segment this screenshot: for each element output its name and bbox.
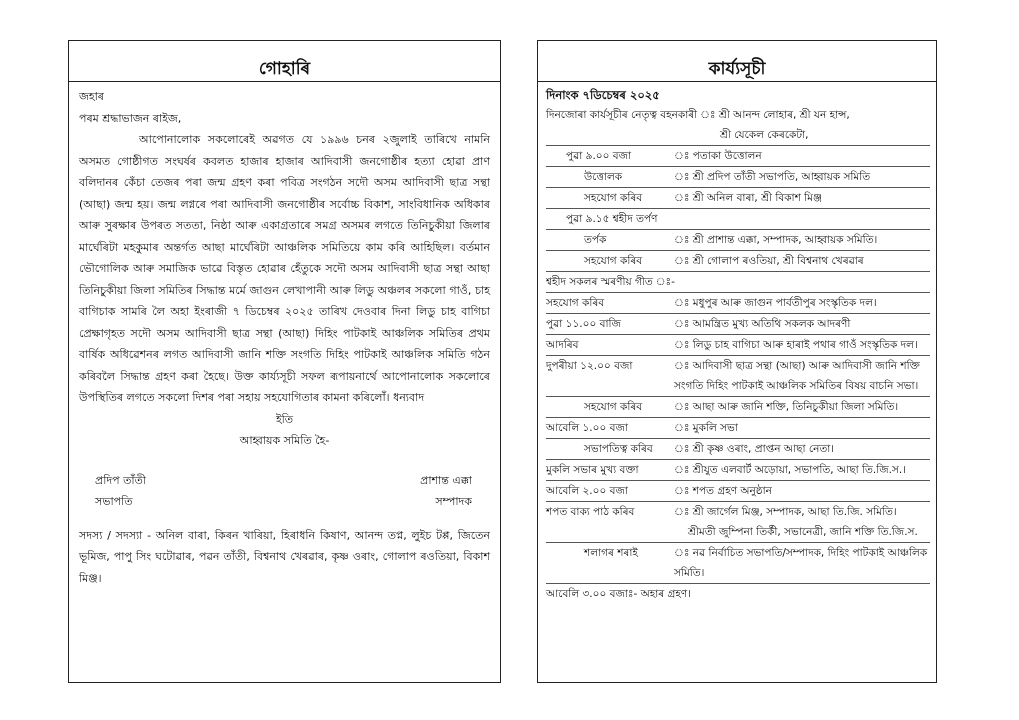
schedule-row xyxy=(546,251,930,272)
schedule-row xyxy=(546,314,930,335)
schedule-row xyxy=(546,418,930,439)
schedule-row xyxy=(546,356,930,397)
row-value: ঃ শ্ৰীযুত এলবাৰ্ট অড়োয়া, সভাপতি, আছা তি.জি.স.। xyxy=(674,460,930,480)
closing: ইতি xyxy=(275,412,294,426)
leadership-line: দিনজোৰা কাৰ্যসূচীৰ নেতৃত্ব বহনকাৰী ঃ শ্ৰী আনন্দ লোহাৰ, শ্ৰী যন হান্স, xyxy=(546,109,850,121)
committee-line: আহ্বায়ক সমিতি হৈ- xyxy=(239,434,330,447)
left-invitation-panel xyxy=(68,40,501,683)
row-label: তৰ্পক xyxy=(584,234,607,246)
row-label: আদৰিব xyxy=(546,339,579,351)
secretary-name: প্ৰাশান্ত এক্কা xyxy=(420,473,472,487)
tribute-line: পুৱা ৯.১৫ শ্বহীদ তৰ্পণ xyxy=(546,209,930,230)
row-value: ঃ নৱ নিৰ্বাচিত সভাপতি/সম্পাদক, দিহিং পাটকাই আঞ্চলিক সমিতি। xyxy=(674,543,930,583)
schedule-row xyxy=(546,481,930,502)
lunch-line: আবেলি ৩.০০ বজাঃ- অহাৰ গ্ৰহণ। xyxy=(546,588,692,600)
schedule-row xyxy=(546,293,930,314)
row-label: সহযোগ কৰিব xyxy=(584,401,643,413)
invitation-body xyxy=(69,82,500,589)
row-value: ঃ শ্ৰী কৃষ্ণ ওৰাং, প্ৰাপ্তন আছা নেতা। xyxy=(674,439,930,459)
row-label: সহযোগ কৰিব xyxy=(584,255,643,267)
row-label: শপত বাক্য পাঠ কৰিব xyxy=(546,506,635,518)
salutation: পৰম শ্ৰদ্ধাভাজন ৰাইজ, xyxy=(79,111,182,125)
row-label: পুৱা ৯.০০ বজা xyxy=(566,150,632,162)
schedule-row xyxy=(546,502,930,522)
president-role: সভাপতি xyxy=(95,495,133,508)
members-list: সদস্য / সদস্যা - অনিল বাৰা, কিৰন খাৰিয়া, হিৰাধনি কিষাণ, আনন্দ তপ্ন, লুইচ টপ্প, জিতেন ভূমিজ, পাপু সিং ঘটোৱাৰ, পৱন তাঁতী, বিশ্বনাথ খেৰৱাৰ, কৃষ্ণ ওৰাং, গোলাপ ৰওতিয়া, বিকাশ মিঞ্জ। xyxy=(79,528,490,585)
row-value: ঃ মধুপুৰ আৰু জাগুন পাৰ্বতীপুৰ সংস্কৃতিক দল। xyxy=(674,293,930,313)
schedule-row xyxy=(546,543,930,584)
invitation-paragraph: আপোনালোক সকলোৰেই অৱগত যে ১৯৯৬ চনৰ ২জুলাই তাৰিখে নামনি অসমত গোষ্ঠীগত সংঘৰ্ষৰ কবলত হাজাৰ হাজাৰ আদিবাসী জনগোষ্ঠীৰ হত্যা হোৱা প্ৰাণ বলিদানৰ কেঁচা তেজৰ পৰা জন্ম গ্ৰহণ কৰা পবিত্ৰ সংগঠন সদৌ অসম আদিবাসী ছাত্ৰ সন্থা (আছা) জন্ম হয়। জন্ম লগ্নৰে পৰা আদিবাসী জনগোষ্ঠীৰ সৰ্বোচ্চ বিকাশ, সাংবিধানিক অধিকাৰ আৰু সুৰক্ষাৰ উপৰত সততা, নিষ্ঠা আৰু একাগ্ৰতাৰে সমগ্ৰ অসমৰ লগতে তিনিচুকীয়া জিলাৰ মাৰ্ঘেৰিটা মহকুমাৰ অন্তৰ্গত আছা মাৰ্ঘেৰিটা আঞ্চলিক সমিতিয়ে কাম কৰি আহিছিল। বৰ্তমান ভৌগোলিক আৰু সমাজিক ভাৱে বিস্তৃত হোৱাৰ হেঁতুকে সদৌ অসম আদিবাসী ছাত্ৰ সন্থা আছা তিনিচুকীয়া জিলা সমিতিৰ সিদ্ধান্ত মৰ্মে জাগুন লেখাপানী আৰু লিডু অঞ্চলৰ সকলো গাওঁ, চাহ বাগিচাক সামৰি লৈ অহা ইংৰাজী ৭ ডিচেম্বৰ ২০২৫ তাৰিখ দেওবাৰ দিনা লিডু চাহ বাগিচা প্ৰেক্ষাগৃহত সদৌ অসম আদিবাসী ছাত্ৰ সন্থা (আছা) দিহিং পাটকাই আঞ্চলিক সমিতিৰ প্ৰথম বাৰ্ষিক অধিৱেশনৰ লগত আদিবাসী জানি শক্তি সংগতি দিহিং পাটকাই আঞ্চলিক সমিতি গঠন কৰিবলৈ সিদ্ধান্ত গ্ৰহণ কৰা হৈছে। উক্ত কাৰ্য্যসূচী সফল ৰূপায়নাৰ্থে আপোনালোক সকলোৰে উপস্থিতিৰ লগতে সকলো দিশৰ পৰা সহায় সহযোগিতাৰ কামনা কৰিলোঁ। ধন্যবাদ xyxy=(79,133,490,404)
row-value: ঃ শ্ৰী প্ৰাশান্ত এক্কা, সম্পাদক, আহ্বায়ক সমিতি। xyxy=(674,230,930,250)
secretary-role: সম্পাদক xyxy=(435,495,472,508)
oath-reader-cont: শ্ৰীমতী জুম্পিনা তিৰ্কী, সভানেত্ৰী, জানি শক্তি তি.জি.স. xyxy=(546,522,930,543)
schedule-row xyxy=(546,460,930,481)
row-label: পুৱা ১১.০০ বাজি xyxy=(546,318,621,330)
row-value: ঃ শ্ৰী গোলাপ ৰওতিয়া, শ্ৰী বিশ্বনাথ খেৰৱাৰ xyxy=(674,251,930,271)
schedule-row xyxy=(546,397,930,418)
signature-roles xyxy=(79,491,490,513)
memorial-song-line: শ্বহীদ সকলৰ স্মৰণীয় গীত ঃ- xyxy=(546,272,930,293)
row-value: ঃ শ্ৰী প্ৰদিপ তাঁতী সভাপতি, আহ্বায়ক সমিতি xyxy=(674,167,930,187)
row-label: সহযোগ কৰিব xyxy=(584,192,643,204)
row-value: ঃ শ্ৰী অনিল বাৰা, শ্ৰী বিকাশ মিঞ্জ xyxy=(674,188,930,208)
row-label: উত্তোলক xyxy=(584,171,623,183)
schedule-row xyxy=(546,188,930,209)
programme-title: কাৰ্য্যসূচী xyxy=(538,57,936,82)
right-programme-panel xyxy=(537,40,937,683)
row-label: মুকলি সভাৰ মুখ্য বক্তা xyxy=(546,464,639,476)
signature-names xyxy=(79,470,490,492)
schedule-row xyxy=(546,146,930,167)
programme-date: দিনাংক ৭ডিচেম্বৰ ২০২৫ xyxy=(546,88,660,102)
row-label: সহযোগ কৰিব xyxy=(546,297,605,309)
schedule-row xyxy=(546,439,930,460)
row-value: ঃ শ্ৰী জাৰ্গেল মিঞ্জ, সম্পাদক, আছা তি.জি. সমিতি। xyxy=(674,502,930,522)
schedule-row xyxy=(546,167,930,188)
schedule-row xyxy=(546,335,930,356)
row-label: শলাগৰ শৰাই xyxy=(584,547,638,559)
row-value: ঃ পতাকা উত্তোলন xyxy=(674,146,930,166)
president-name: প্ৰদিপ তাঁতী xyxy=(95,473,146,487)
row-value: ঃ মুকলি সভা xyxy=(674,418,930,438)
leadership-line-cont: শ্ৰী যেকেল কেৰকেটা, xyxy=(546,125,930,146)
row-value: ঃ আমন্ত্ৰিত মুখ্য অতিথি সকলক আদৰণী xyxy=(674,314,930,334)
row-label: সভাপতিত্ব কৰিব xyxy=(584,443,653,455)
row-label: আবেলি ২.০০ বজা xyxy=(546,485,628,497)
row-value: ঃ আছা আৰু জানি শক্তি, তিনিচুকীয়া জিলা সমিতি। xyxy=(674,397,930,417)
greeting: জহাৰ xyxy=(79,90,105,103)
row-value: ঃ আদিবাসী ছাত্ৰ সন্থা (আছা) আৰু আদিবাসী জানি শক্তি সংগতি দিহিং পাটকাই আঞ্চলিক সমিতিৰ বিষয় বাচনি সভা। xyxy=(674,356,930,396)
row-label: আবেলি ১.০০ বজা xyxy=(546,422,628,434)
row-value: ঃ শপত গ্ৰহণ অনুষ্ঠান xyxy=(674,481,930,501)
row-value: ঃ লিডু চাহ বাগিচা আৰু হাৰাই পথাৰ গাওঁ সংস্কৃতিক দল। xyxy=(674,335,930,355)
row-label: দুপৰীয়া ১২.০০ বজা xyxy=(546,360,633,372)
invitation-title: গোহাৰি xyxy=(69,57,500,82)
programme-body xyxy=(538,86,936,604)
schedule-row xyxy=(546,230,930,251)
